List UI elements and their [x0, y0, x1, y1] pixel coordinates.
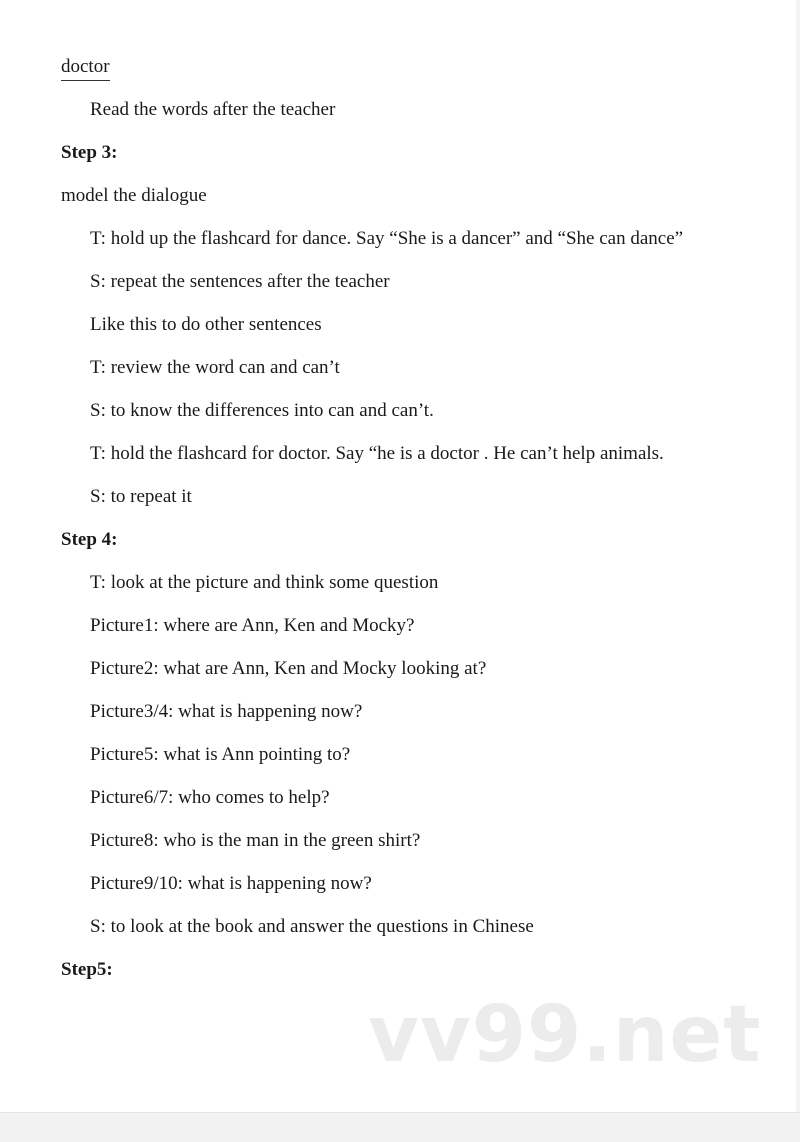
instruction-line: S: to look at the book and answer the questions in Chinese — [90, 916, 534, 937]
picture-question: Picture9/10: what is happening now? — [90, 873, 372, 894]
instruction-line: S: to know the differences into can and can’t. — [90, 400, 434, 421]
site-watermark: vv99.net — [368, 990, 762, 1080]
page-bottom-strip — [0, 1112, 800, 1142]
picture-question: Picture8: who is the man in the green shirt? — [90, 830, 421, 851]
picture-question: Picture6/7: who comes to help? — [90, 787, 330, 808]
instruction-line: Read the words after the teacher — [90, 99, 336, 120]
instruction-line: Like this to do other sentences — [90, 314, 322, 335]
picture-question: Picture1: where are Ann, Ken and Mocky? — [90, 615, 415, 636]
picture-question: Picture3/4: what is happening now? — [90, 701, 363, 722]
instruction-line: T: hold up the flashcard for dance. Say “She is a dancer” and “She can dance” — [90, 228, 684, 249]
instruction-line: S: to repeat it — [90, 486, 192, 507]
instruction-line: T: look at the picture and think some question — [90, 572, 439, 593]
page-edge — [796, 0, 800, 1112]
picture-question: Picture2: what are Ann, Ken and Mocky looking at? — [90, 658, 487, 679]
step-3-heading: Step 3: — [61, 142, 118, 163]
picture-question: Picture5: what is Ann pointing to? — [90, 744, 351, 765]
step-4-heading: Step 4: — [61, 529, 118, 550]
step-5-heading: Step5: — [61, 959, 113, 980]
instruction-line: T: review the word can and can’t — [90, 357, 340, 378]
instruction-line: T: hold the flashcard for doctor. Say “he is a doctor . He can’t help animals. — [90, 443, 664, 464]
vocab-word-doctor: doctor — [61, 55, 110, 81]
instruction-line: S: repeat the sentences after the teacher — [90, 271, 390, 292]
instruction-line: model the dialogue — [61, 185, 207, 206]
